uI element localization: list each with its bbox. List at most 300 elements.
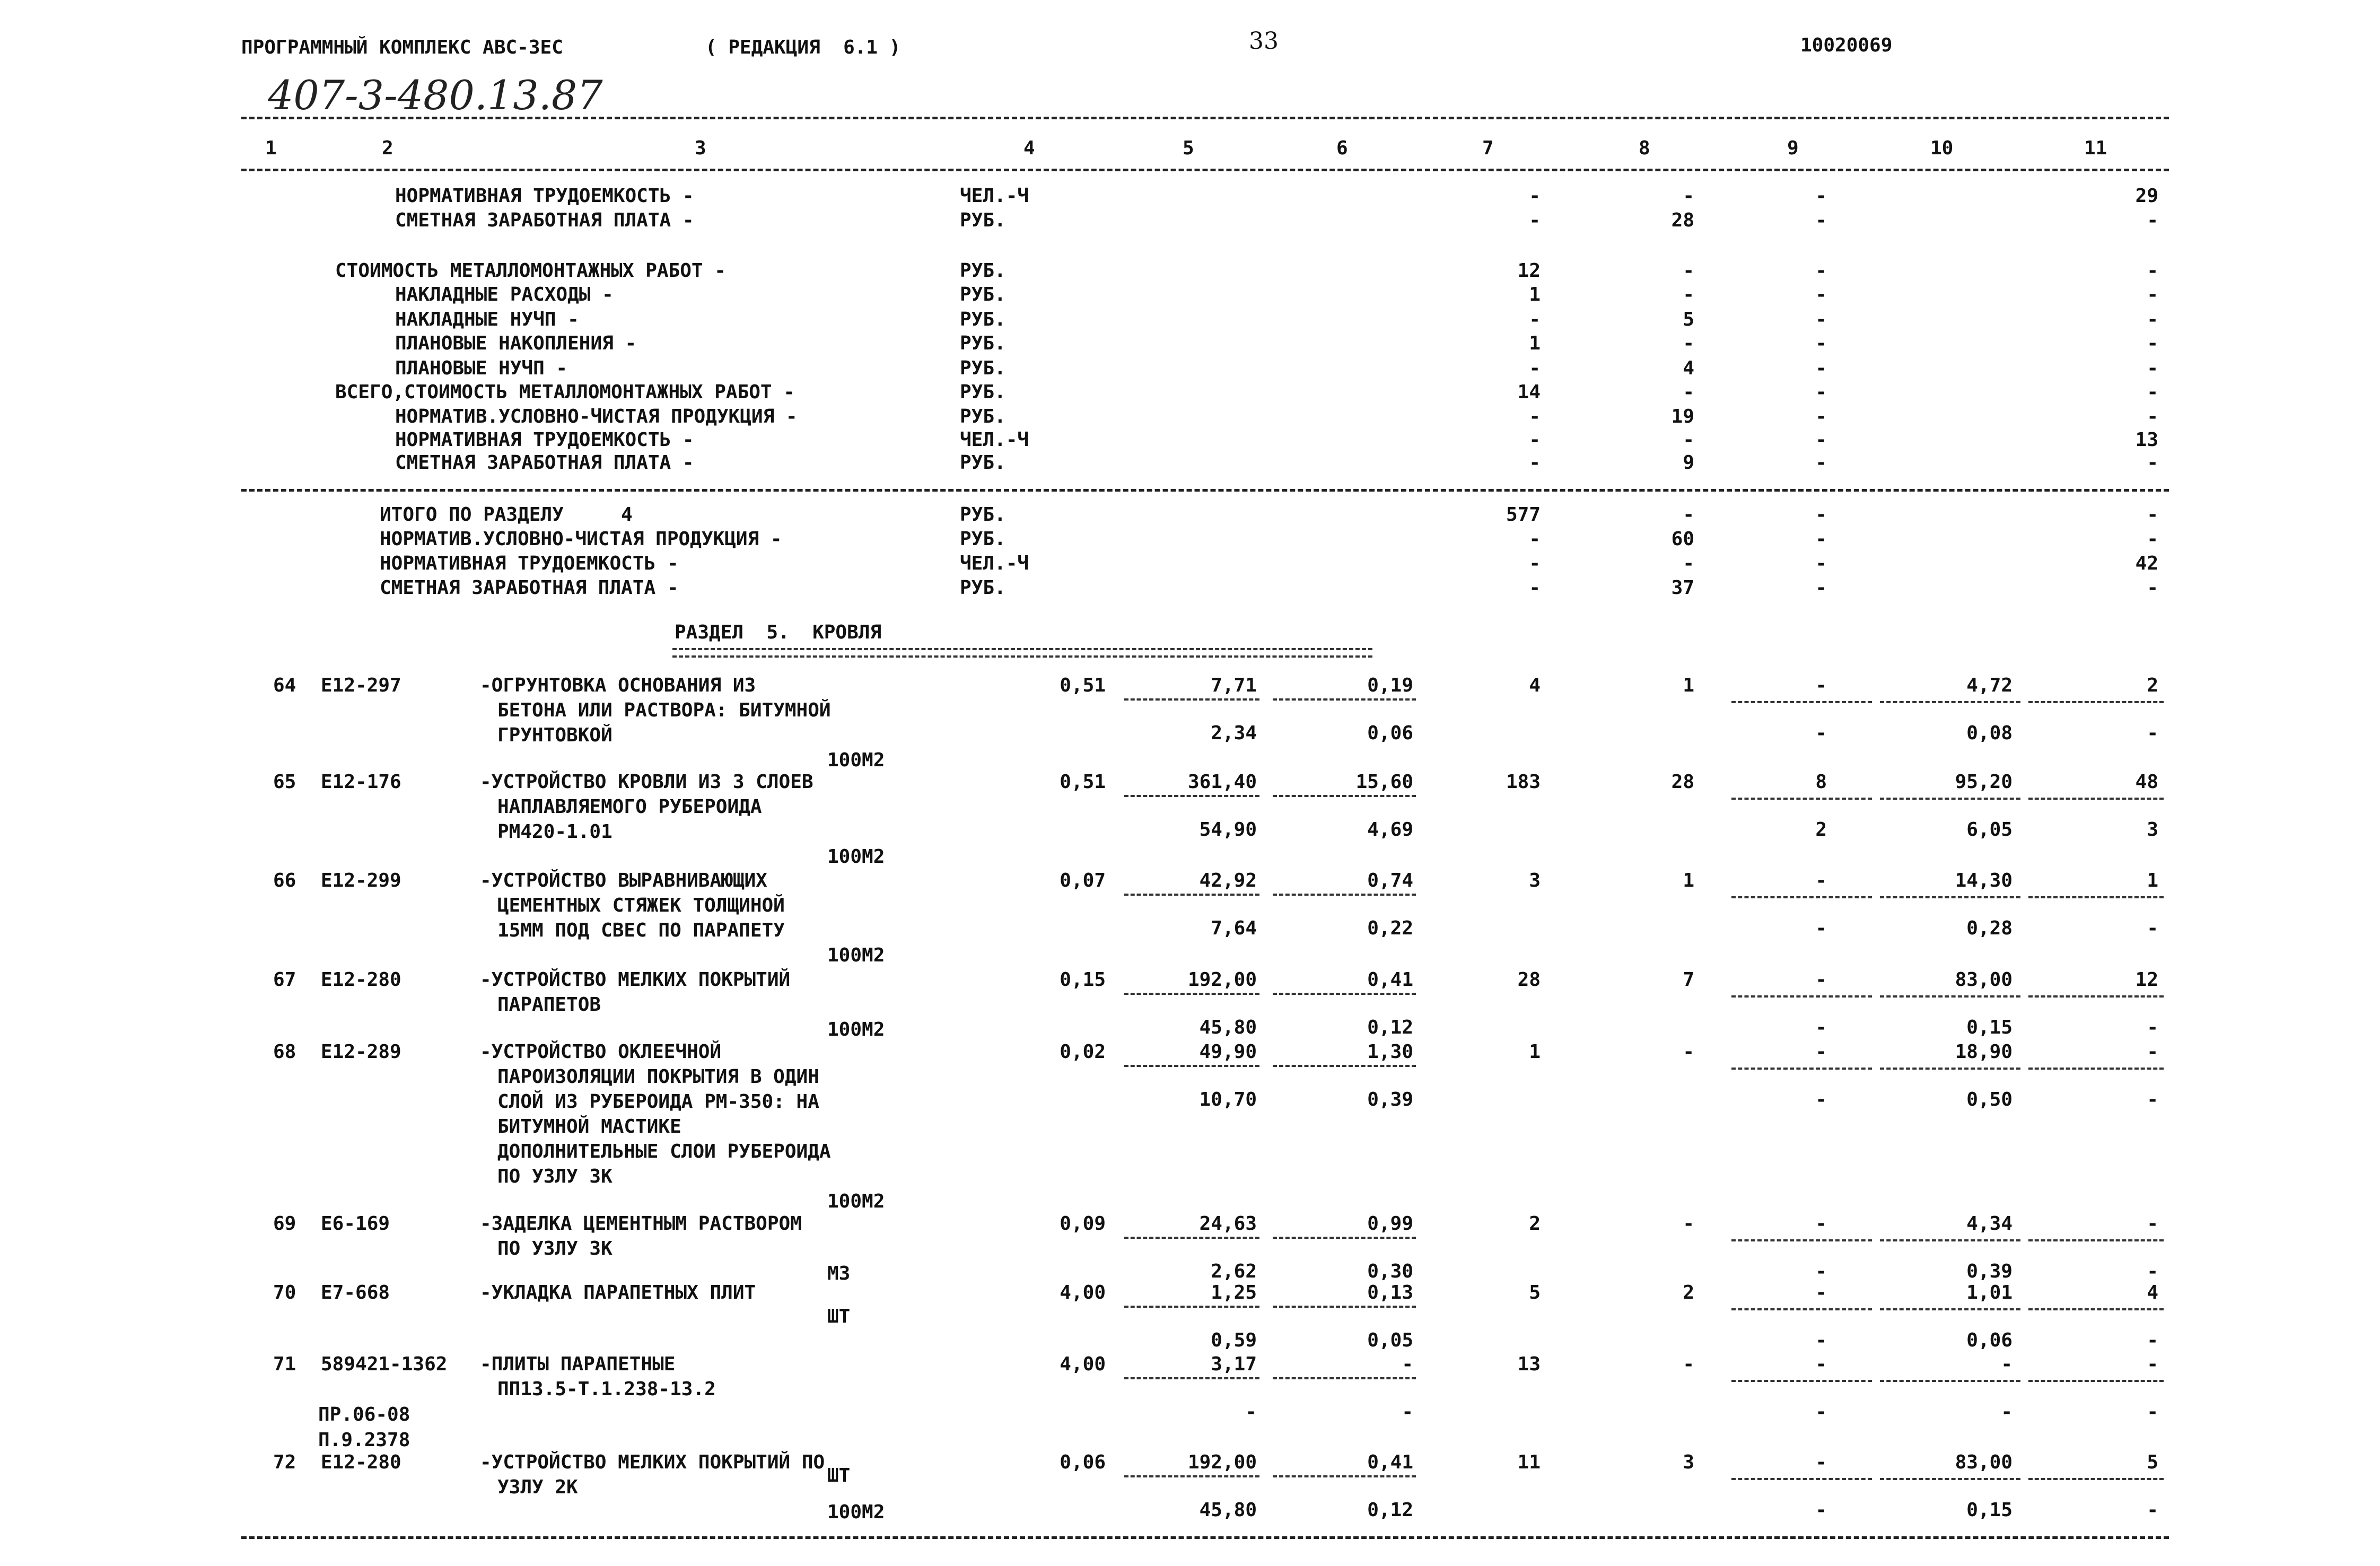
item-unit-wage-secondary: 0,30 [1367,1261,1413,1282]
item-col11-secondary: - [2147,1017,2158,1038]
item-total-cost: 183 [1506,771,1541,793]
result-separator [2028,896,2164,898]
item-unit-wage-secondary: - [1402,1401,1413,1423]
item-description: ГРУНТОВКОЙ [497,724,612,746]
summary-col9: - [1815,309,1827,330]
item-description: ПП13.5-Т.1.238-13.2 [497,1378,716,1400]
summary-col8: - [1683,284,1694,305]
summary-col7: - [1529,406,1541,427]
item-col11-secondary: - [2147,1261,2158,1282]
summary-col9: - [1815,528,1827,550]
column-header-cell: 5 [1183,137,1194,159]
item-col10-secondary: 6,05 [1966,819,2012,841]
summary-col9: - [1815,333,1827,354]
price-separator [1124,1475,1259,1477]
item-description: НАПЛАВЛЯЕМОГО РУБЕРОИДА [497,796,762,818]
item-number: 66 [273,870,296,891]
summary-col7: - [1529,209,1541,231]
price-separator [1124,1065,1259,1067]
item-col10-secondary: 0,39 [1966,1261,2012,1282]
summary-label: НОРМАТИВ.УСЛОВНО-ЧИСТАЯ ПРОДУКЦИЯ - [395,406,798,427]
item-description: СЛОЙ ИЗ РУБЕРОИДА РМ-350: НА [497,1091,819,1113]
summary-label: СМЕТНАЯ ЗАРАБОТНАЯ ПЛАТА - [395,209,694,231]
summary-col7: 577 [1506,504,1541,526]
item-col10-secondary: 0,50 [1966,1089,2012,1110]
summary-col7: 14 [1517,381,1541,403]
item-code: Е12-289 [321,1041,401,1063]
item-description: ПО УЗЛУ 3К [497,1238,612,1259]
item-number: 69 [273,1213,296,1235]
item-col10-secondary: 0,08 [1966,722,2012,744]
summary-col8: - [1683,333,1694,354]
item-description: ПАРАПЕТОВ [497,994,601,1016]
summary-col9: - [1815,357,1827,379]
summary-col8: 9 [1683,452,1694,474]
item-total-wage: 7 [1683,969,1694,991]
item-number: 68 [273,1041,296,1063]
summary-col11: - [2147,528,2158,550]
item-col11-secondary: - [2147,1089,2158,1110]
item-col10: 95,20 [1955,771,2012,793]
column-header-cell: 4 [1023,137,1035,159]
summary-col9: - [1815,577,1827,599]
item-unit-price: 49,90 [1199,1041,1257,1063]
summary-col11: - [2147,333,2158,354]
item-description: -ЗАДЕЛКА ЦЕМЕНТНЫМ РАСТВОРОМ [480,1213,802,1235]
item-quantity: 4,00 [1060,1353,1106,1375]
summary-col7: 1 [1529,284,1541,305]
item-col9-secondary: - [1815,1401,1827,1423]
item-description: -УСТРОЙСТВО МЕЛКИХ ПОКРЫТИЙ [480,969,791,991]
item-description: ДОПОЛНИТЕЛЬНЫЕ СЛОИ РУБЕРОИДА [497,1141,831,1162]
item-col9: - [1815,870,1827,891]
summary-label: НОРМАТИВ.УСЛОВНО-ЧИСТАЯ ПРОДУКЦИЯ - [380,528,782,550]
item-unit-price: 24,63 [1199,1213,1257,1235]
result-separator [2028,1068,2164,1070]
result-separator [1731,1239,1872,1241]
summary-label: ИТОГО ПО РАЗДЕЛУ 4 [380,504,633,526]
summary-unit: РУБ. [960,309,1006,330]
summary-col7: - [1529,577,1541,599]
summary-label: ВСЕГО,СТОИМОСТЬ МЕТАЛЛОМОНТАЖНЫХ РАБОТ - [335,381,795,403]
result-separator [1880,798,2020,800]
summary-col11: - [2147,284,2158,305]
summary-col9: - [1815,452,1827,474]
summary-label: НОРМАТИВНАЯ ТРУДОЕМКОСТЬ - [395,429,694,451]
item-measure-unit: М3 [827,1263,851,1284]
item-unit-wage-secondary: 0,39 [1367,1089,1413,1110]
item-description: 15ММ ПОД СВЕС ПО ПАРАПЕТУ [497,920,785,941]
summary-label: НАКЛАДНЫЕ РАСХОДЫ - [395,284,614,305]
item-quantity: 0,09 [1060,1213,1106,1235]
summary-col11: 29 [2135,185,2158,207]
result-separator [2028,1478,2164,1480]
item-unit-wage-secondary: 0,12 [1367,1499,1413,1521]
item-col9: - [1815,675,1827,696]
item-col9: - [1815,1213,1827,1235]
summary-unit: ЧЕЛ.-Ч [960,553,1029,574]
price-separator [1124,993,1259,995]
price-separator [1273,1306,1416,1308]
item-total-cost: 3 [1529,870,1541,891]
item-description: -УСТРОЙСТВО МЕЛКИХ ПОКРЫТИЙ ПО [480,1451,825,1473]
price-separator [1124,795,1259,797]
item-description: ПАРОИЗОЛЯЦИИ ПОКРЫТИЯ В ОДИН [497,1066,819,1088]
item-unit-wage: 1,30 [1367,1041,1413,1063]
result-separator [2028,798,2164,800]
result-separator [1880,1380,2020,1382]
summary-label: НОРМАТИВНАЯ ТРУДОЕМКОСТЬ - [395,185,694,207]
item-col9: - [1815,1041,1827,1063]
summary-col11: 13 [2135,429,2158,451]
item-col10: 83,00 [1955,1451,2012,1473]
summary-col11: - [2147,452,2158,474]
summary-unit: РУБ. [960,333,1006,354]
result-separator [1880,995,2020,998]
item-col10-secondary: 0,15 [1966,1017,2012,1038]
summary-col8: 60 [1671,528,1694,550]
item-unit-price: 192,00 [1187,969,1257,991]
item-description: ЦЕМЕНТНЫХ СТЯЖЕК ТОЛЩИНОЙ [497,895,785,916]
summary-col7: - [1529,309,1541,330]
summary-col7: - [1529,528,1541,550]
header-rule-top [241,117,2169,119]
item-col9-secondary: 2 [1815,819,1827,841]
column-header-cell: 1 [265,137,277,159]
item-measure-unit: 100М2 [827,749,885,771]
result-separator [1731,896,1872,898]
item-description: -ПЛИТЫ ПАРАПЕТНЫЕ [480,1353,676,1375]
column-header-cell: 10 [1930,137,1954,159]
item-col9-secondary: - [1815,1017,1827,1038]
summary-unit: ЧЕЛ.-Ч [960,185,1029,207]
result-separator [1731,1068,1872,1070]
item-total-cost: 11 [1517,1451,1541,1473]
item-total-wage: - [1683,1353,1694,1375]
item-col10: 1,01 [1966,1282,2012,1303]
item-description: -ОГРУНТОВКА ОСНОВАНИЯ ИЗ [480,675,756,696]
summary-col9: - [1815,504,1827,526]
price-separator [1124,1306,1259,1308]
result-separator [2028,995,2164,998]
summary-col7: - [1529,452,1541,474]
item-number: 67 [273,969,296,991]
summary-col11: - [2147,260,2158,282]
result-separator [2028,1380,2164,1382]
price-separator [1273,1377,1416,1379]
item-number: 71 [273,1353,296,1375]
price-separator [1273,1237,1416,1239]
item-col11: 5 [2147,1451,2158,1473]
item-col11-secondary: - [2147,1329,2158,1351]
summary-col8: - [1683,429,1694,451]
item-code: Е12-297 [321,675,401,696]
summary-col8: - [1683,260,1694,282]
result-separator [1731,995,1872,998]
result-separator [1731,1380,1872,1382]
program-title: ПРОГРАММНЫЙ КОМПЛЕКС АВС-ЗЕС [241,37,563,58]
item-code: 589421-1362 [321,1353,448,1375]
summary-label: НАКЛАДНЫЕ НУЧП - [395,309,579,330]
item-unit-price: 42,92 [1199,870,1257,891]
item-total-cost: 5 [1529,1282,1541,1303]
summary-col8: - [1683,553,1694,574]
summary-col7: - [1529,553,1541,574]
summary-col8: - [1683,504,1694,526]
item-total-wage: - [1683,1041,1694,1063]
item-number: 70 [273,1282,296,1303]
summary-col11: - [2147,504,2158,526]
item-code: Е7-668 [321,1282,390,1303]
item-col11: - [2147,1353,2158,1375]
item-quantity: 0,51 [1060,675,1106,696]
item-total-cost: 1 [1529,1041,1541,1063]
item-col9: 8 [1815,771,1827,793]
summary-col9: - [1815,284,1827,305]
result-separator [1731,798,1872,800]
item-col9-secondary: - [1815,917,1827,939]
summary-unit: РУБ. [960,381,1006,403]
result-separator [1731,1478,1872,1480]
item-unit-price: 7,71 [1211,675,1257,696]
column-header-cell: 2 [382,137,393,159]
column-header-cell: 8 [1639,137,1650,159]
result-separator [2028,1308,2164,1310]
summary-col11: - [2147,209,2158,231]
summary-col11: - [2147,577,2158,599]
item-col11: - [2147,1041,2158,1063]
item-unit-price: 1,25 [1211,1282,1257,1303]
item-col11-secondary: 3 [2147,819,2158,841]
item-unit-price-secondary: 45,80 [1199,1017,1257,1038]
item-unit-price-secondary: 2,34 [1211,722,1257,744]
item-unit-price-secondary: 54,90 [1199,819,1257,841]
item-col11: 2 [2147,675,2158,696]
result-separator [1880,1239,2020,1241]
item-total-wage: 28 [1671,771,1694,793]
summary-unit: РУБ. [960,260,1006,282]
item-code: Е12-280 [321,969,401,991]
summary-unit: РУБ. [960,528,1006,550]
item-unit-wage-secondary: 0,22 [1367,917,1413,939]
item-col10-secondary: 0,15 [1966,1499,2012,1521]
item-col9: - [1815,1282,1827,1303]
summary-col8: - [1683,381,1694,403]
summary-label: СТОИМОСТЬ МЕТАЛЛОМОНТАЖНЫХ РАБОТ - [335,260,726,282]
item-reference: ПР.06-08 [318,1404,410,1425]
item-col11: 48 [2135,771,2158,793]
summary-label: НОРМАТИВНАЯ ТРУДОЕМКОСТЬ - [380,553,679,574]
item-col11-secondary: - [2147,917,2158,939]
item-quantity: 0,15 [1060,969,1106,991]
item-measure-unit: 100М2 [827,1019,885,1040]
summary-label: СМЕТНАЯ ЗАРАБОТНАЯ ПЛАТА - [395,452,694,474]
item-col10: - [2001,1353,2012,1375]
result-separator [1880,1308,2020,1310]
summary-col7: 12 [1517,260,1541,282]
summary-unit: ЧЕЛ.-Ч [960,429,1029,451]
summary-col11: - [2147,381,2158,403]
item-unit-price: 361,40 [1187,771,1257,793]
summary-unit: РУБ. [960,357,1006,379]
handwritten-code: 407-3-480.13.87 [268,72,603,119]
item-quantity: 0,02 [1060,1041,1106,1063]
summary-col7: - [1529,185,1541,207]
item-number: 64 [273,675,296,696]
item-unit-wage: 0,41 [1367,1451,1413,1473]
result-separator [1731,701,1872,703]
column-header-cell: 9 [1787,137,1799,159]
item-col10-secondary: - [2001,1401,2012,1423]
item-unit-price-secondary: 45,80 [1199,1499,1257,1521]
item-unit-price: 192,00 [1187,1451,1257,1473]
item-total-wage: 3 [1683,1451,1694,1473]
item-col10: 18,90 [1955,1041,2012,1063]
item-col9-secondary: - [1815,1329,1827,1351]
item-col10: 4,34 [1966,1213,2012,1235]
price-separator [1273,698,1416,701]
item-col9-secondary: - [1815,1261,1827,1282]
item-col9: - [1815,1451,1827,1473]
column-header-cell: 6 [1336,137,1348,159]
summary-unit: РУБ. [960,284,1006,305]
summary-unit: РУБ. [960,406,1006,427]
item-code: Е12-280 [321,1451,401,1473]
summary-col11: - [2147,406,2158,427]
item-col10: 14,30 [1955,870,2012,891]
item-col11-secondary: - [2147,1401,2158,1423]
item-measure-unit: ШТ [827,1306,851,1327]
top-block-rule [241,489,2169,492]
item-col9-secondary: - [1815,722,1827,744]
item-unit-price: 3,17 [1211,1353,1257,1375]
item-quantity: 4,00 [1060,1282,1106,1303]
summary-col9: - [1815,381,1827,403]
item-col10: 83,00 [1955,969,2012,991]
item-unit-wage-secondary: 4,69 [1367,819,1413,841]
column-header-cell: 7 [1482,137,1494,159]
summary-col11: 42 [2135,553,2158,574]
item-code: Е12-176 [321,771,401,793]
item-description: -УКЛАДКА ПАРАПЕТНЫХ ПЛИТ [480,1282,756,1303]
item-total-wage: 1 [1683,675,1694,696]
item-unit-price-secondary: - [1245,1401,1257,1423]
header-rule-bottom [241,169,2169,171]
section-title: РАЗДЕЛ 5. КРОВЛЯ [675,622,882,643]
item-description: -УСТРОЙСТВО ОКЛЕЕЧНОЙ [480,1041,722,1063]
summary-col9: - [1815,185,1827,207]
item-col10-secondary: 0,06 [1966,1329,2012,1351]
item-col9-secondary: - [1815,1499,1827,1521]
result-separator [1880,896,2020,898]
item-number: 65 [273,771,296,793]
item-unit-wage-secondary: 0,05 [1367,1329,1413,1351]
item-unit-price-secondary: 0,59 [1211,1329,1257,1351]
item-unit-price-secondary: 10,70 [1199,1089,1257,1110]
item-col9: - [1815,1353,1827,1375]
item-code: Е12-299 [321,870,401,891]
item-measure-unit: ШТ [827,1465,851,1486]
item-unit-wage: 0,19 [1367,675,1413,696]
item-unit-price-secondary: 7,64 [1211,917,1257,939]
result-separator [1880,1068,2020,1070]
item-col9-secondary: - [1815,1089,1827,1110]
price-separator [1273,1065,1416,1067]
section-title-underline [672,648,1372,658]
price-separator [1273,993,1416,995]
item-description: -УСТРОЙСТВО ВЫРАВНИВАЮЩИХ [480,870,767,891]
summary-label: ПЛАНОВЫЕ НАКОПЛЕНИЯ - [395,333,637,354]
summary-col11: - [2147,309,2158,330]
item-total-wage: 1 [1683,870,1694,891]
item-total-wage: - [1683,1213,1694,1235]
summary-label: ПЛАНОВЫЕ НУЧП - [395,357,568,379]
item-unit-wage: 0,13 [1367,1282,1413,1303]
item-unit-wage: 0,41 [1367,969,1413,991]
summary-col7: - [1529,429,1541,451]
result-separator [2028,701,2164,703]
summary-col8: 37 [1671,577,1694,599]
document-number: 10020069 [1800,34,1893,56]
item-total-cost: 28 [1517,969,1541,991]
item-total-cost: 13 [1517,1353,1541,1375]
summary-col9: - [1815,429,1827,451]
item-col10-secondary: 0,28 [1966,917,2012,939]
summary-unit: РУБ. [960,504,1006,526]
item-unit-price-secondary: 2,62 [1211,1261,1257,1282]
summary-col7: - [1529,357,1541,379]
item-unit-wage: 0,99 [1367,1213,1413,1235]
item-quantity: 0,51 [1060,771,1106,793]
price-separator [1124,1377,1259,1379]
item-quantity: 0,07 [1060,870,1106,891]
price-separator [1124,894,1259,896]
summary-col9: - [1815,260,1827,282]
item-number: 72 [273,1451,296,1473]
item-col11-secondary: - [2147,1499,2158,1521]
item-col11: 1 [2147,870,2158,891]
price-separator [1273,795,1416,797]
column-header-cell: 11 [2084,137,2107,159]
item-quantity: 0,06 [1060,1451,1106,1473]
summary-col9: - [1815,406,1827,427]
summary-col11: - [2147,357,2158,379]
result-separator [1731,1308,1872,1310]
price-separator [1273,1475,1416,1477]
item-description: -УСТРОЙСТВО КРОВЛИ ИЗ 3 СЛОЕВ [480,771,813,793]
edition-label: ( РЕДАКЦИЯ 6.1 ) [705,37,901,58]
price-separator [1124,698,1259,701]
summary-unit: РУБ. [960,209,1006,231]
footer-rule [241,1536,2169,1539]
price-separator [1273,894,1416,896]
item-unit-wage: 0,74 [1367,870,1413,891]
page-number: 33 [1249,28,1279,55]
item-code: Е6-169 [321,1213,390,1235]
summary-col8: 5 [1683,309,1694,330]
item-unit-wage: 15,60 [1355,771,1413,793]
summary-col9: - [1815,209,1827,231]
item-measure-unit: 100М2 [827,944,885,966]
summary-col8: 28 [1671,209,1694,231]
item-reference: П.9.2378 [318,1429,410,1451]
item-measure-unit: 100М2 [827,1501,885,1523]
summary-col7: 1 [1529,333,1541,354]
item-total-wage: 2 [1683,1282,1694,1303]
summary-col8: 19 [1671,406,1694,427]
item-measure-unit: 100М2 [827,846,885,868]
item-description: БЕТОНА ИЛИ РАСТВОРА: БИТУМНОЙ [497,699,831,721]
